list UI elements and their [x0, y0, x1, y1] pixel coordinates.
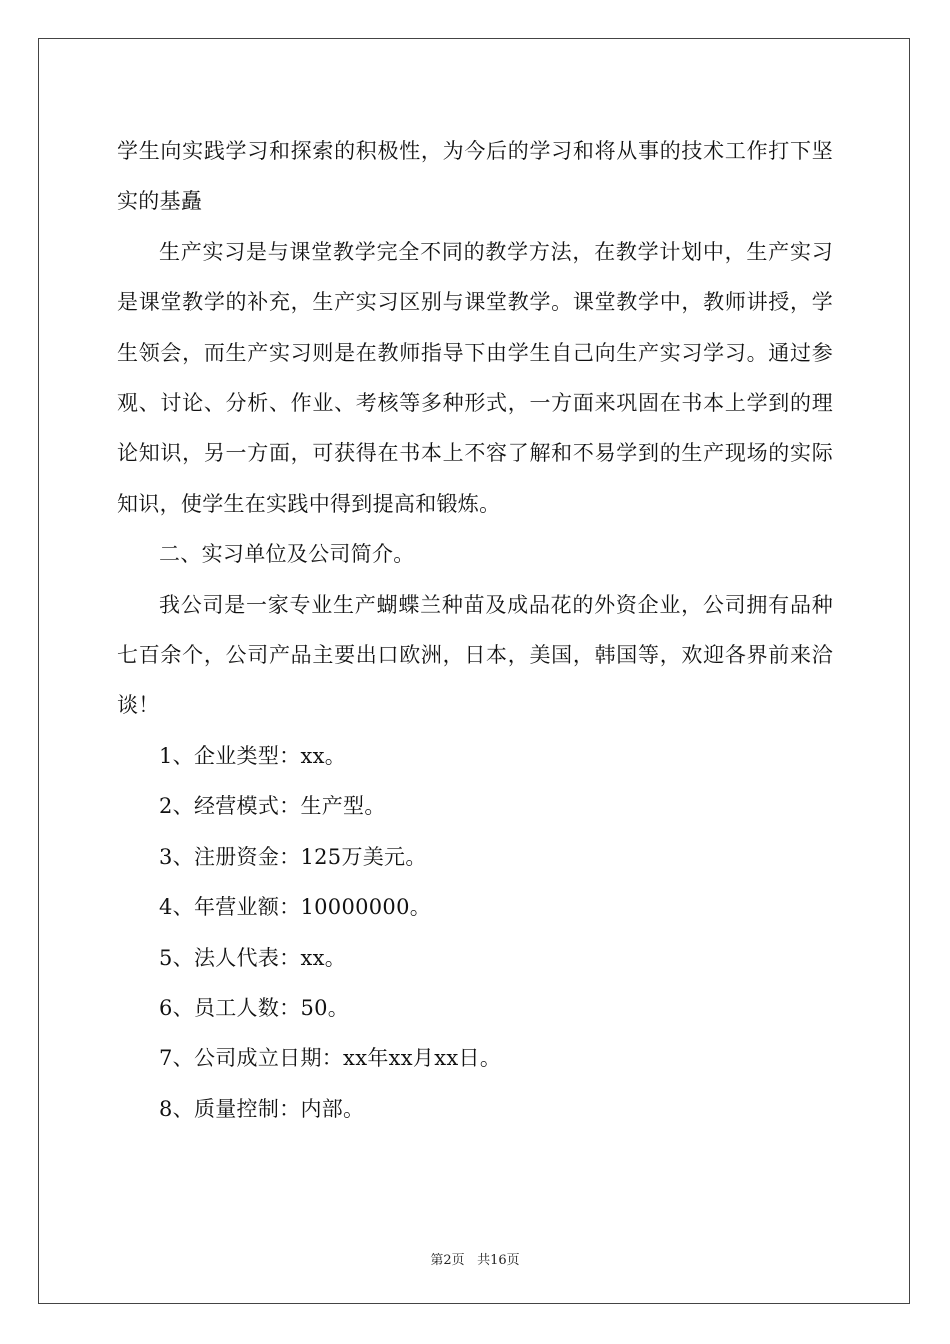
paragraph: 学生向实践学习和探索的积极性，为今后的学习和将从事的技术工作打下坚实的基矗	[117, 139, 833, 214]
list-item: 4、年营业额：10000000。	[159, 895, 432, 920]
page-total: 共16页	[477, 1253, 520, 1268]
list-item: 8、质量控制：内部。	[159, 1096, 365, 1121]
section-heading: 二、实习单位及公司简介。	[159, 542, 415, 567]
page-number: 第2页	[430, 1253, 465, 1268]
page-footer	[0, 1249, 950, 1268]
list-item: 1、企业类型：xx。	[159, 743, 347, 768]
list-item: 2、经营模式：生产型。	[159, 794, 386, 819]
list-item: 6、员工人数：50。	[159, 995, 350, 1020]
paragraph: 生产实习是与课堂教学完全不同的教学方法，在教学计划中，生产实习是课堂教学的补充，生产实习区别与课堂教学。课堂教学中，教师讲授，学生领会，而生产实习则是在教师指导下由学生自己向生产实习学习。通过参观、讨论、分析、作业、考核等多种形式，一方面来巩固在书本上学到的理论知识，另一方面，可获得在书本上不容了解和不易学到的生产现场的实际知识，使学生在实践中得到提高和锻炼。	[117, 239, 833, 516]
paragraph: 我公司是一家专业生产蝴蝶兰种苗及成品花的外资企业，公司拥有品种七百余个，公司产品主要出口欧洲，日本，美国，韩国等，欢迎各界前来洽谈！	[117, 592, 833, 718]
document-body	[117, 126, 833, 1134]
list-item: 5、法人代表：xx。	[159, 945, 347, 970]
list-item: 7、公司成立日期：xx年xx月xx日。	[159, 1046, 502, 1071]
list-item: 3、注册资金：125万美元。	[159, 844, 427, 869]
